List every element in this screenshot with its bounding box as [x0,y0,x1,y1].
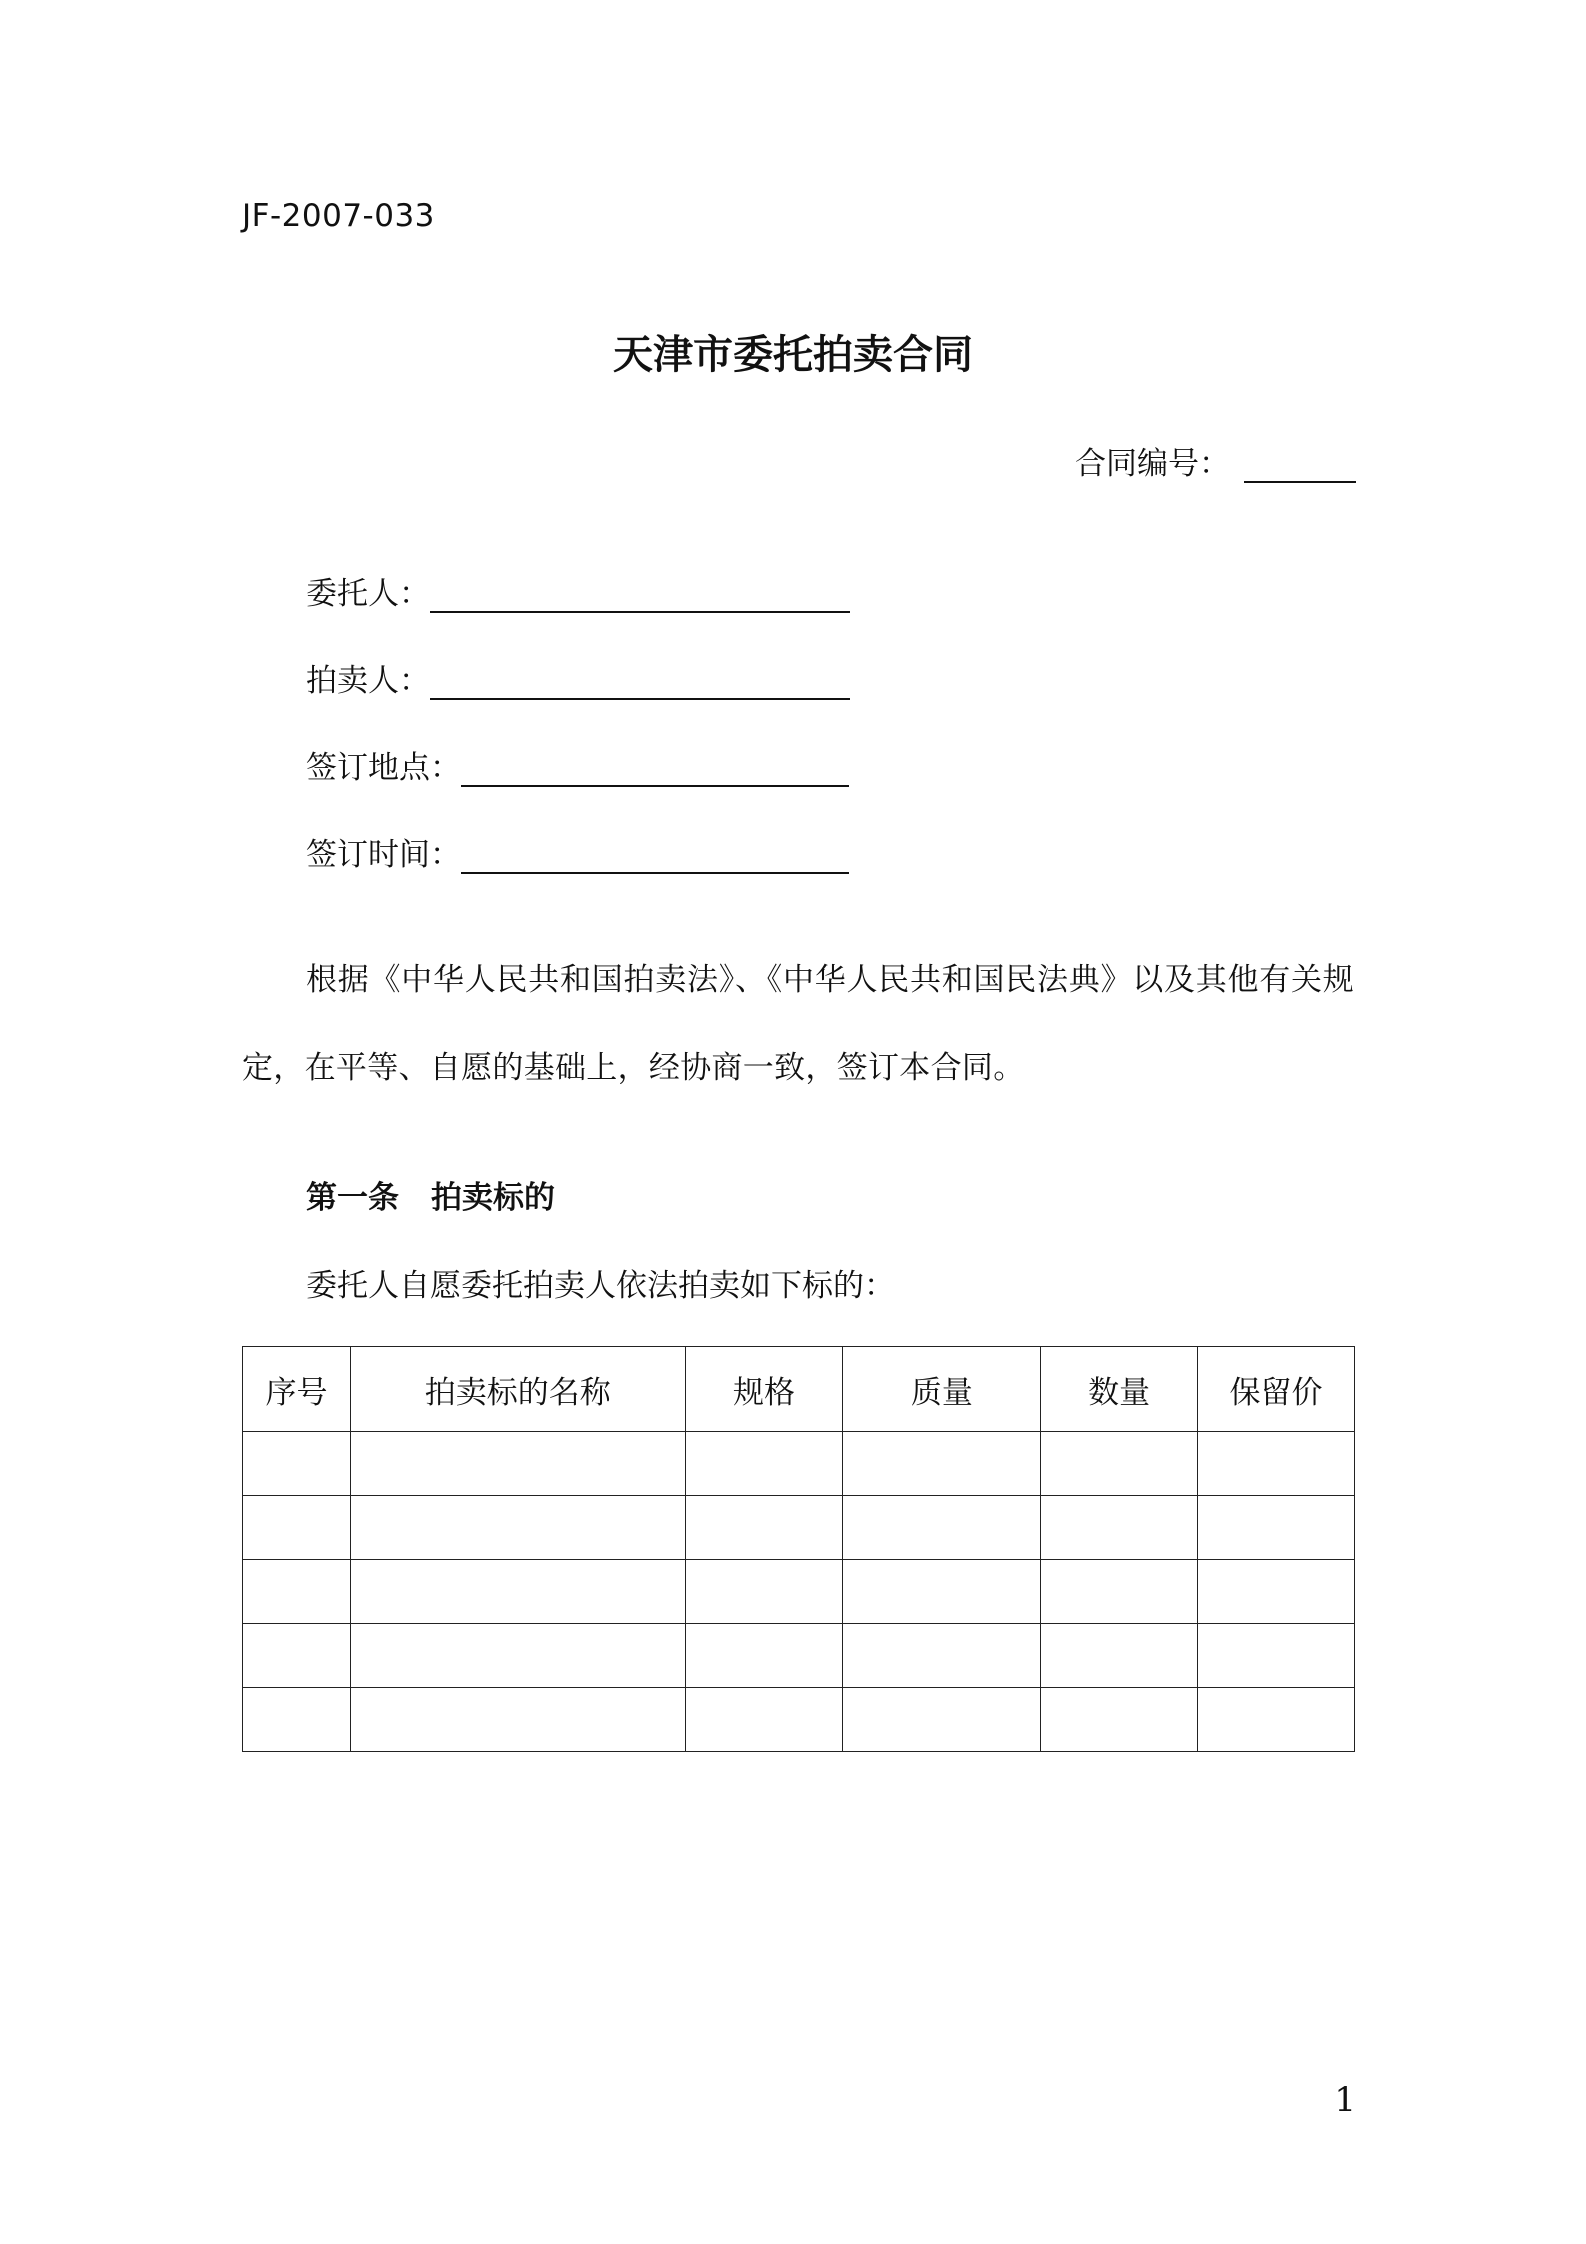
document-code: JF-2007-033 [242,198,435,234]
field-entrustor [306,568,850,613]
table-cell[interactable] [243,1560,351,1624]
article-1-heading [306,1172,555,1217]
field-label: 委托人： [306,576,430,612]
table-cell[interactable] [1041,1688,1198,1752]
table-cell[interactable] [685,1688,843,1752]
table-cell[interactable] [1198,1432,1355,1496]
table-cell[interactable] [685,1624,843,1688]
auction-items-table [242,1346,1355,1752]
table-cell[interactable] [1198,1496,1355,1560]
article-1-text: 委托人自愿委托拍卖人依法拍卖如下标的： [306,1268,895,1304]
header-quality: 质量 [843,1347,1041,1432]
article-title: 拍卖标的 [431,1180,555,1216]
table-cell[interactable] [1041,1624,1198,1688]
field-auctioneer [306,655,850,700]
table-cell[interactable] [350,1688,685,1752]
field-label: 签订地点： [306,750,461,786]
header-specification: 规格 [685,1347,843,1432]
table-cell[interactable] [1041,1496,1198,1560]
field-label: 签订时间： [306,837,461,873]
table-cell[interactable] [243,1432,351,1496]
header-item-name: 拍卖标的名称 [350,1347,685,1432]
contract-number-field [1075,438,1356,483]
table-cell[interactable] [685,1560,843,1624]
page-number: 1 [1334,2080,1356,2120]
table-cell[interactable] [843,1688,1041,1752]
field-label: 拍卖人： [306,663,430,699]
preamble-paragraph: 根据《中华人民共和国拍卖法》、《中华人民共和国民法典》以及其他有关规定，在平等、自愿的基础上，经协商一致，签订本合同。 [242,962,1354,1086]
entrustor-blank[interactable] [430,569,850,613]
table-cell[interactable] [243,1624,351,1688]
table-header-row [243,1347,1355,1432]
table-row [243,1624,1355,1688]
table-cell[interactable] [243,1688,351,1752]
table-row [243,1560,1355,1624]
table-cell[interactable] [1198,1624,1355,1688]
table-cell[interactable] [685,1432,843,1496]
table-cell[interactable] [843,1432,1041,1496]
table-cell[interactable] [843,1496,1041,1560]
table-row [243,1688,1355,1752]
table-cell[interactable] [843,1624,1041,1688]
table-cell[interactable] [1041,1560,1198,1624]
table-cell[interactable] [350,1496,685,1560]
signing-place-blank[interactable] [461,743,849,787]
table-row [243,1496,1355,1560]
table-cell[interactable] [243,1496,351,1560]
article-number: 第一条 [306,1180,399,1216]
document-title: 天津市委托拍卖合同 [613,332,973,378]
signing-time-blank[interactable] [461,830,849,874]
table-row [243,1432,1355,1496]
contract-number-blank[interactable] [1244,441,1356,483]
auctioneer-blank[interactable] [430,656,850,700]
contract-number-label: 合同编号： [1075,446,1230,482]
table-cell[interactable] [1198,1560,1355,1624]
table-body [243,1432,1355,1752]
table-cell[interactable] [350,1560,685,1624]
table-cell[interactable] [1198,1688,1355,1752]
table-cell[interactable] [843,1560,1041,1624]
table-cell[interactable] [1041,1432,1198,1496]
table-cell[interactable] [350,1432,685,1496]
field-signing-place [306,742,849,787]
header-serial-number: 序号 [243,1347,351,1432]
header-reserve-price: 保留价 [1198,1347,1355,1432]
table-cell[interactable] [685,1496,843,1560]
header-quantity: 数量 [1041,1347,1198,1432]
field-signing-time [306,829,849,874]
table-cell[interactable] [350,1624,685,1688]
